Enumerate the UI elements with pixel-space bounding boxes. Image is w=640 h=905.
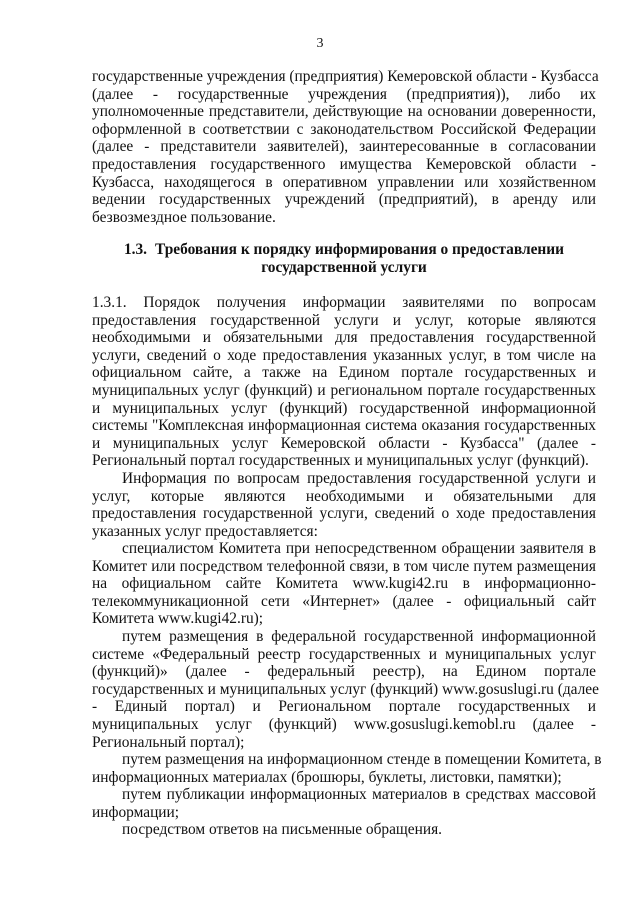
heading-title-part-1: Требования к порядку информирования о предоставлении	[155, 241, 565, 258]
text-line: путем публикации информационных материалов в средствах массовой	[122, 786, 596, 803]
text-line: специалистом Комитета при непосредственном обращении заявителя в	[122, 540, 596, 557]
text-line: телекоммуникационной сети «Интернет» (далее - официальный сайт	[92, 592, 596, 610]
text-line: системе «Федеральный реестр государственных и муниципальных услуг	[92, 645, 596, 663]
text-line: услуг, которые являются необходимыми и обязательными для	[92, 487, 596, 505]
text-line: ведении государственных учреждений (предприятий), в аренду или	[92, 191, 596, 209]
list-item-info-stand	[92, 751, 602, 786]
text-line: муниципальных услуг (функций) www.gosuslugi.kemobl.ru (далее -	[92, 715, 596, 733]
text-line: Информация по вопросам предоставления государственной услуги и	[122, 470, 596, 487]
paragraph-applicants	[92, 68, 599, 226]
text-line: уполномоченные представители, действующие на основании доверенности,	[92, 103, 596, 121]
list-item-federal-registry	[92, 628, 599, 751]
text-line: информации;	[92, 803, 180, 821]
page-number: 3	[316, 36, 324, 51]
text-line: безвозмездное пользование.	[92, 208, 276, 226]
text-line: официальном сайте, а также на Едином портале государственных и	[92, 364, 596, 382]
text-line: государственные учреждения (предприятия) Кемеровской области - Кузбасса	[92, 68, 599, 85]
text-line: - Единый портал) и Региональном портале государственных и	[92, 698, 596, 716]
list-item-mass-media	[92, 786, 596, 821]
text-line: необходимыми и обязательными для предоставления государственной	[92, 329, 596, 347]
text-line: предоставления государственной услуги и услуг, которые являются	[92, 311, 596, 329]
section-heading	[92, 241, 596, 276]
text-line: и муниципальных услуг (функций) государственной информационной	[92, 399, 596, 417]
text-line: муниципальных услуг (функций) и региональном портале государственных	[92, 381, 596, 399]
text-line: предоставления государственной услуги, сведений о ходе предоставления	[92, 505, 596, 523]
text-line: Региональный портал);	[92, 733, 245, 751]
text-line: путем размещения в федеральной государственной информационной	[122, 628, 596, 645]
heading-line-1	[92, 241, 596, 259]
list-item-written-requests	[92, 821, 596, 839]
text-line: указанных услуг предоставляется:	[92, 522, 318, 540]
text-line: посредством ответов на письменные обращения.	[122, 821, 443, 838]
text-line: (далее - представители заявителей), заинтересованные в согласовании	[92, 138, 596, 156]
text-line: на официальном сайте Комитета www.kugi42.ru в информационно-	[92, 575, 596, 593]
text-line: Региональный портал государственных и муниципальных услуг (функций).	[92, 452, 589, 470]
text-line: Комитет или посредством телефонной связи, в том числе путем размещения	[92, 557, 596, 575]
paragraph-1-3-1	[92, 294, 596, 470]
heading-title-part-2: государственной услуги	[261, 258, 427, 276]
text-line: предоставления государственного имущества Кемеровской области -	[92, 155, 596, 173]
text-line: системы "Комплексная информационная система оказания государственных	[92, 417, 596, 435]
text-line: Кузбасса, находящегося в оперативном управлении или хозяйственном	[92, 173, 596, 191]
section-number: 1.3.	[123, 241, 148, 258]
text-line: 1.3.1. Порядок получения информации заявителями по вопросам	[92, 294, 596, 311]
text-line: услуги, сведений о ходе предоставления указанных услуг, в том числе на	[92, 346, 596, 364]
text-line: (функций)» (далее - федеральный реестр), на Едином портале	[92, 663, 596, 681]
list-item-specialist	[92, 540, 596, 628]
text-line: путем размещения на информационном стенде в помещении Комитета, в	[122, 751, 602, 768]
text-line: информационных материалах (брошюры, буклеты, листовки, памятки);	[92, 768, 562, 786]
text-line: государственных и муниципальных услуг (функций) www.gosuslugi.ru (далее	[92, 680, 599, 698]
paragraph-information	[92, 470, 596, 540]
text-line: (далее - государственные учреждения (предприятия)), либо их	[92, 85, 596, 103]
text-line: и муниципальных услуг Кемеровской области - Кузбасса" (далее -	[92, 434, 596, 452]
text-line: оформленной в соответствии с законодательством Российской Федерации	[92, 120, 596, 138]
text-line: Комитета www.kugi42.ru);	[92, 610, 264, 628]
